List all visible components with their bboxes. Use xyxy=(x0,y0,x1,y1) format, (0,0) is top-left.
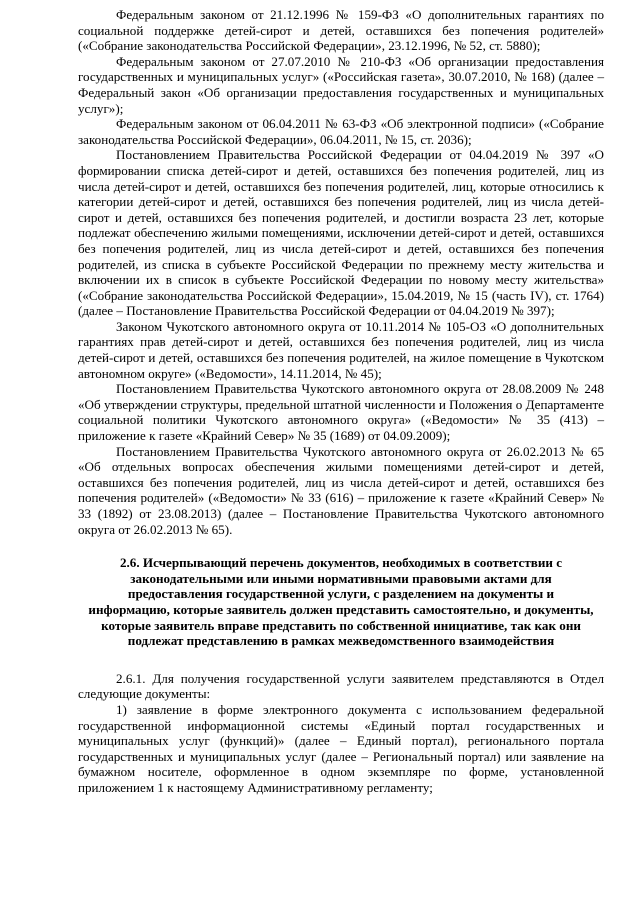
paragraph-item-1: 1) заявление в форме электронного документа с использованием федеральной государственной информационной системы «Единый портал государственных и муниципальных услуг (функций)» (далее – Единый портал), регионального портала государственных и муниципальных услуг (далее – Региональный портал) или заявление на бумажном носителе, оформленное в одном экземпляре по форме, установленной приложением 1 к настоящему Административному регламенту; xyxy=(78,701,604,795)
paragraph-resolution-65: Постановлением Правительства Чукотского автономного округа от 26.02.2013 № 65 «Об отдельных вопросах обеспечения жилыми помещениями детей-сирот и детей, оставшихся без попечения родителей, лиц из числа детей-сирот и детей, оставшихся без попечения родителей» («Ведомости» № 33 (616) – приложение к газете «Крайний Север» № 33 (1892) от 23.08.2013) (далее – Постановление Правительства Чукотского автономного округа от 26.02.2013 № 65). xyxy=(78,443,604,537)
paragraph-law-210fz: Федеральным законом от 27.07.2010 № 210-ФЗ «Об организации предоставления государственных и муниципальных услуг» («Российская газета», 30.07.2010, № 168) (далее – Федеральный закон «Об организации предоставления государственных и муниципальных услуг»); xyxy=(78,53,604,116)
paragraph-resolution-397: Постановлением Правительства Российской Федерации от 04.04.2019 № 397 «О формировании списка детей-сирот и детей, оставшихся без попечения родителей, лиц из числа детей-сирот и детей, оставшихся без попечения родителей, лиц, которые относились к категории детей-сирот и детей, оставшихся без попечения родителей, лиц из числа детей-сирот и детей, оставшихся без попечения родителей, и достигли возраста 23 лет, которые подлежат обеспечению жилыми помещениями, исключении детей-сирот и детей, оставшихся без попечения родителей, лиц из числа детей-сирот и детей, оставшихся без попечения родителей, из списка в субъекте Российской Федерации по прежнему месту жительства и включении их в список в субъекте Российской Федерации по новому месту жительства» («Собрание законодательства Российской Федерации», 15.04.2019, № 15 (часть IV), ст. 1764) (далее – Постановление Правительства Российской Федерации от 04.04.2019 № 397); xyxy=(78,147,604,319)
section-heading: 2.6. Исчерпывающий перечень документов, необходимых в соответствии с законодательными или иными нормативными правовыми актами для предоставления государственной услуги, с разделением на документы и информацию, которые заявитель должен представить самостоятельно, и документы, которые заявитель вправе представить по собственной инициативе, так как они подлежат представлению в рамках межведомственного взаимодействия xyxy=(88,555,594,649)
paragraph-resolution-248: Постановлением Правительства Чукотского автономного округа от 28.08.2009 № 248 «Об утверждении структуры, предельной штатной численности и Положения о Департаменте социальной политики Чукотского автономного округа» («Ведомости» № 35 (413) – приложение к газете «Крайний Север» № 35 (1689) от 04.09.2009); xyxy=(78,381,604,444)
paragraph-2-6-1: 2.6.1. Для получения государственной услуги заявителем представляются в Отдел следующие документы: xyxy=(78,670,604,702)
paragraph-law-63fz: Федеральным законом от 06.04.2011 № 63-ФЗ «Об электронной подписи» («Собрание законодательства Российской Федерации», 06.04.2011, № 15, ст. 2036); xyxy=(78,116,604,147)
paragraph-law-159fz: Федеральным законом от 21.12.1996 № 159-ФЗ «О дополнительных гарантиях по социальной поддержке детей-сирот и детей, оставшихся без попечения родителей» («Собрание законодательства Российской Федерации», 23.12.1996, № 52, ст. 5880); xyxy=(78,7,604,54)
paragraph-law-105oz: Законом Чукотского автономного округа от 10.11.2014 № 105-ОЗ «О дополнительных гарантиях прав детей-сирот и детей, оставшихся без попечения родителей, лиц из числа детей-сирот и детей, оставшихся без попечения родителей, на жилое помещение в Чукотском автономном округе» («Ведомости», 14.11.2014, № 45); xyxy=(78,318,604,381)
